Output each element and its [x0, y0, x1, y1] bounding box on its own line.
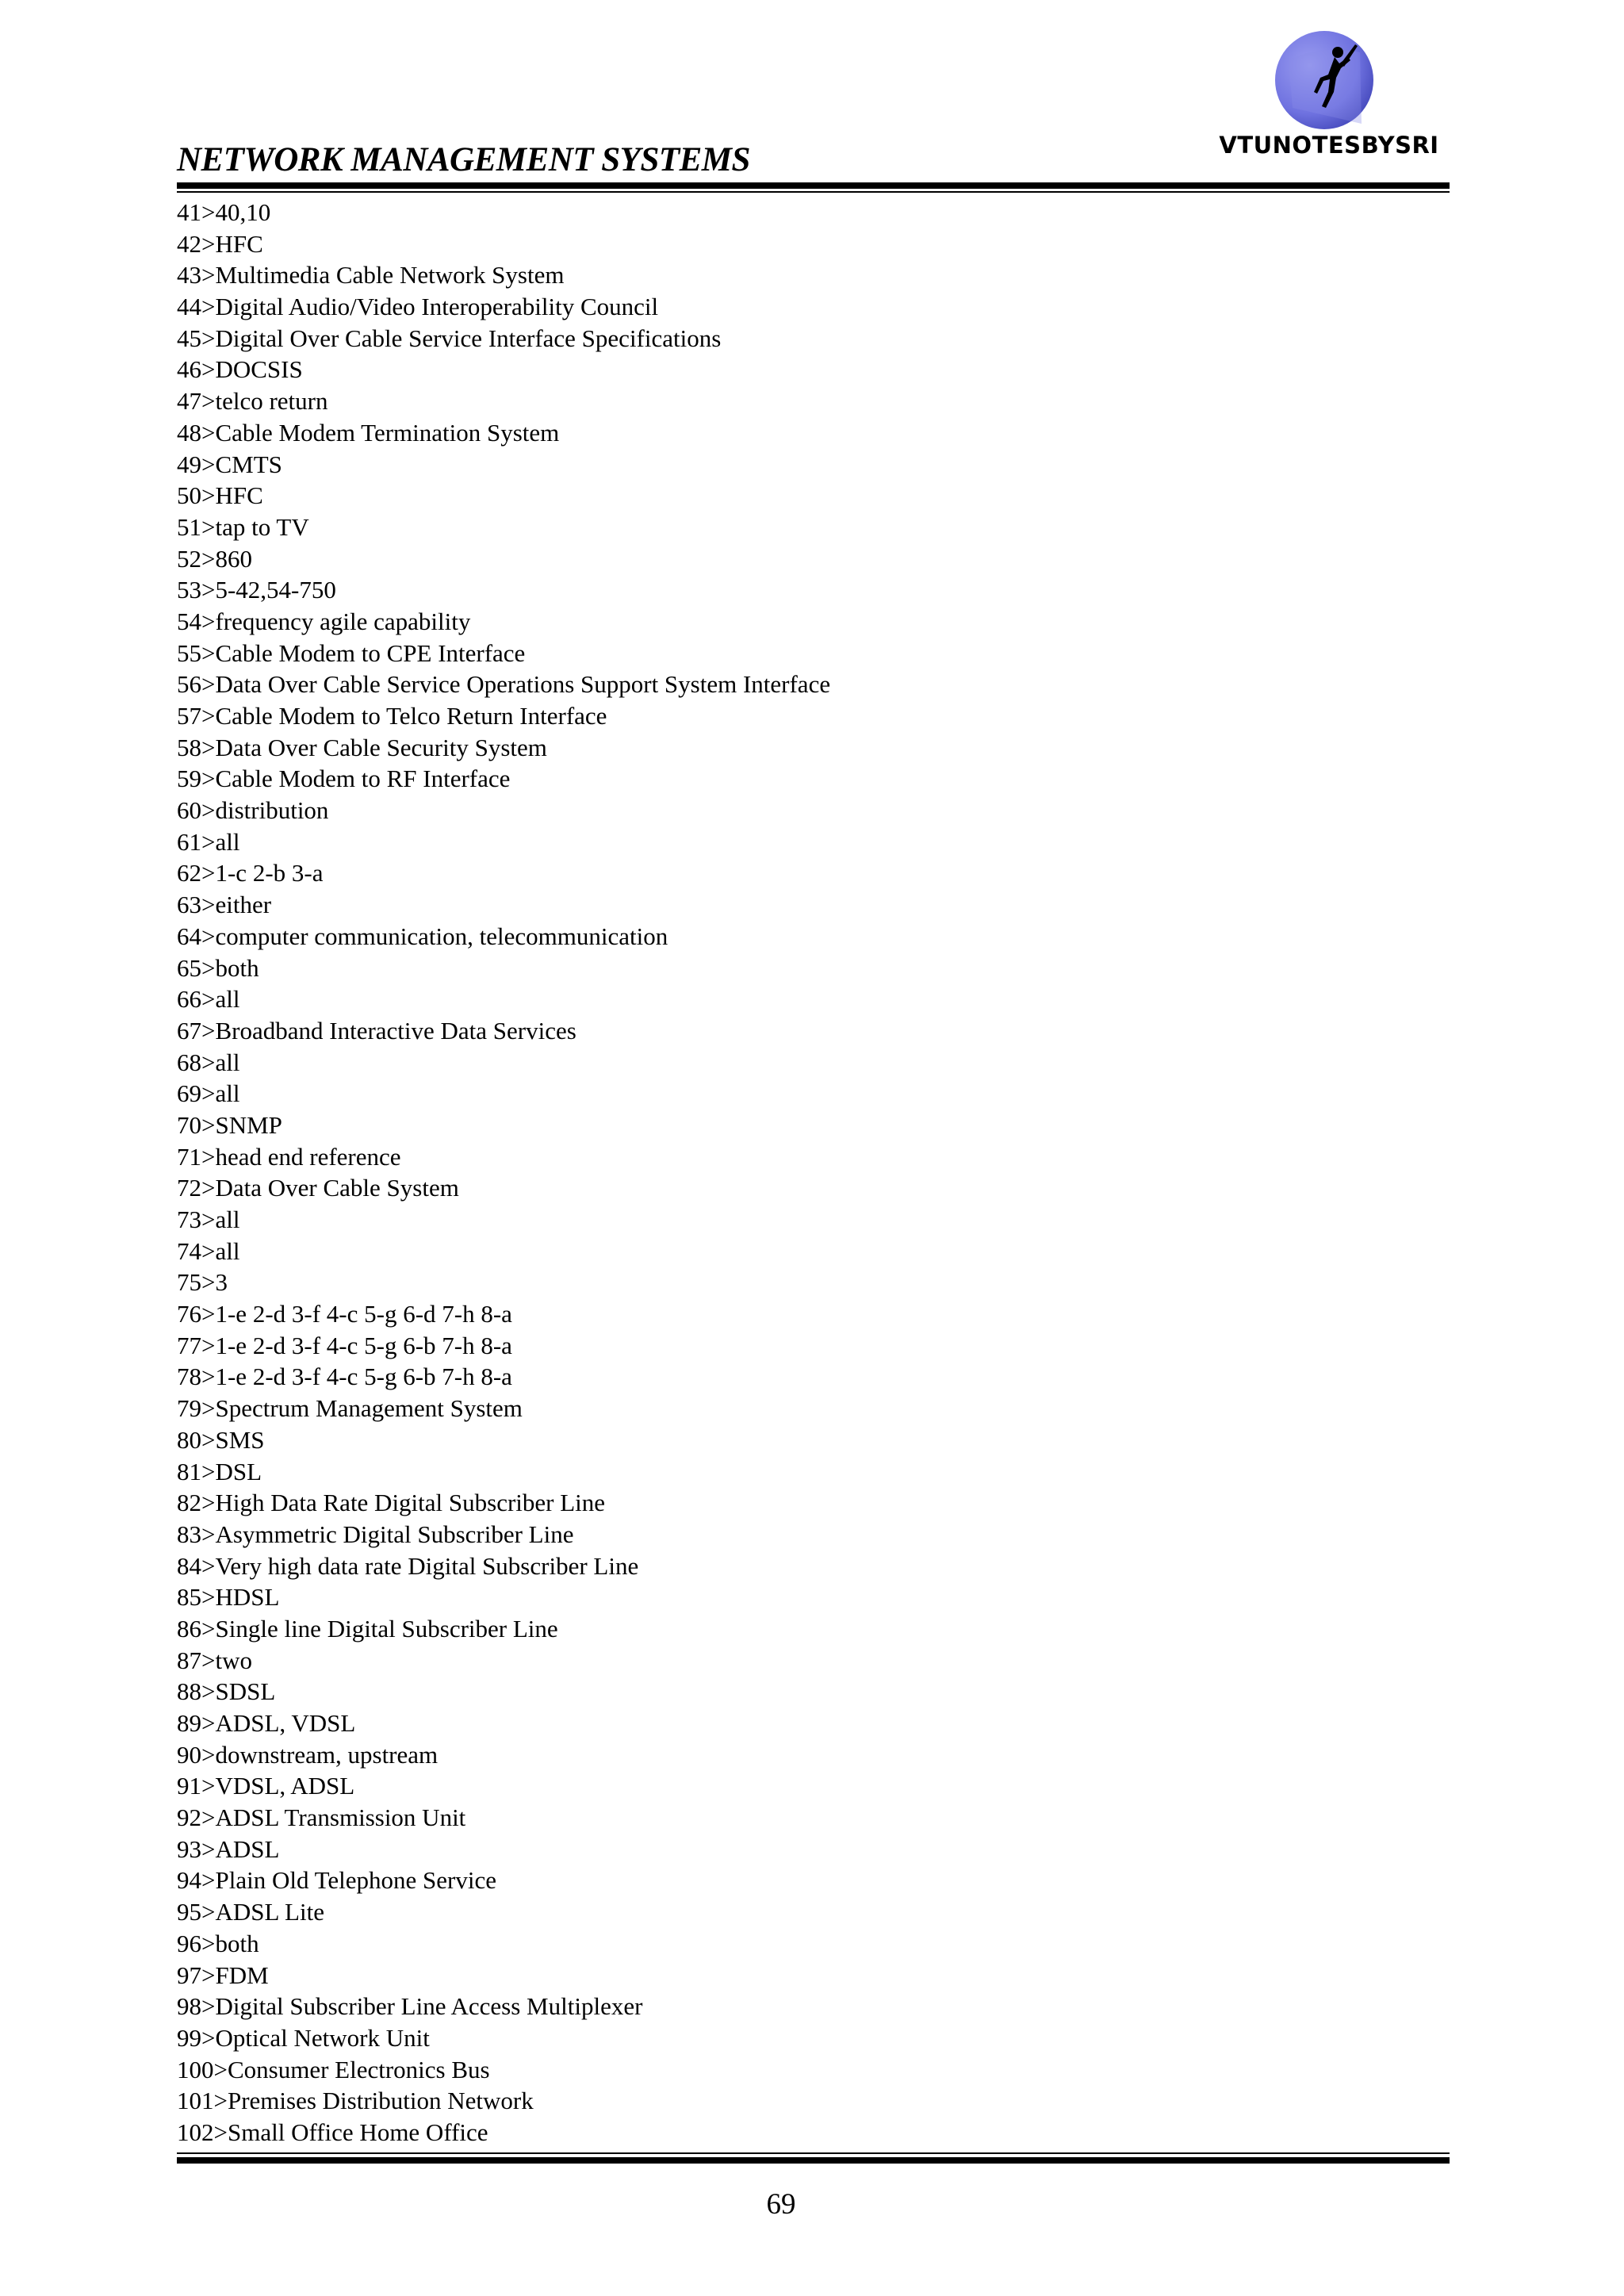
answer-item: 62>1-c 2-b 3-a — [177, 859, 324, 887]
answer-item: 47>telco return — [177, 387, 328, 416]
answer-item: 80>SMS — [177, 1425, 265, 1454]
footer-rule-thick — [177, 2157, 1450, 2164]
answer-item: 60>distribution — [177, 796, 329, 825]
answer-item: 75>3 — [177, 1268, 228, 1297]
answer-item: 86>Single line Digital Subscriber Line — [177, 1614, 558, 1642]
answer-item: 48>Cable Modem Termination System — [177, 418, 560, 447]
answer-item: 70>SNMP — [177, 1110, 282, 1139]
answer-item: 88>SDSL — [177, 1677, 276, 1706]
answer-item: 76>1-e 2-d 3-f 4-c 5-g 6-d 7-h 8-a — [177, 1300, 512, 1328]
answer-item: 58>Data Over Cable Security System — [177, 733, 547, 761]
answer-item: 95>ADSL Lite — [177, 1898, 324, 1926]
answer-item: 101>Premises Distribution Network — [177, 2087, 534, 2115]
header-rule-thick — [177, 182, 1450, 189]
answer-item: 71>head end reference — [177, 1142, 401, 1171]
answer-item: 49>CMTS — [177, 450, 282, 478]
answer-item: 67>Broadband Interactive Data Services — [177, 1016, 576, 1045]
answer-item: 42>HFC — [177, 229, 263, 258]
answer-item: 68>all — [177, 1048, 240, 1076]
answer-item: 102>Small Office Home Office — [177, 2118, 488, 2146]
answer-item: 97>FDM — [177, 1961, 269, 1989]
answer-item: 52>860 — [177, 544, 252, 573]
answer-item: 57>Cable Modem to Telco Return Interface — [177, 702, 607, 730]
answer-item: 41>40,10 — [177, 198, 271, 226]
answer-item: 98>Digital Subscriber Line Access Multiplexer — [177, 1992, 643, 2021]
answer-item: 100>Consumer Electronics Bus — [177, 2055, 490, 2083]
answer-item: 63>either — [177, 891, 272, 919]
footer-rule-thin — [177, 2152, 1450, 2154]
answer-item: 77>1-e 2-d 3-f 4-c 5-g 6-b 7-h 8-a — [177, 1331, 512, 1359]
answer-item: 56>Data Over Cable Service Operations Support System Interface — [177, 670, 831, 699]
answer-item: 59>Cable Modem to RF Interface — [177, 765, 511, 793]
answer-item: 85>HDSL — [177, 1583, 280, 1612]
answer-list — [177, 197, 830, 2148]
answer-item: 72>Data Over Cable System — [177, 1174, 459, 1202]
answer-item: 92>ADSL Transmission Unit — [177, 1803, 466, 1832]
answer-item: 69>all — [177, 1079, 240, 1108]
answer-item: 46>DOCSIS — [177, 355, 303, 384]
answer-item: 84>Very high data rate Digital Subscriber Line — [177, 1551, 639, 1580]
answer-item: 81>DSL — [177, 1457, 262, 1485]
answer-item: 96>both — [177, 1929, 259, 1957]
answer-item: 43>Multimedia Cable Network System — [177, 261, 565, 289]
answer-item: 79>Spectrum Management System — [177, 1394, 523, 1423]
answer-item: 93>ADSL — [177, 1834, 280, 1863]
answer-item: 89>ADSL, VDSL — [177, 1709, 356, 1737]
answer-item: 73>all — [177, 1205, 240, 1233]
page-number: 69 — [766, 2188, 796, 2221]
answer-item: 91>VDSL, ADSL — [177, 1772, 355, 1800]
page-title: NETWORK MANAGEMENT SYSTEMS — [177, 141, 750, 178]
logo-text: VTUNOTESBYSRI — [1219, 132, 1439, 159]
answer-item: 61>all — [177, 827, 240, 856]
answer-item: 78>1-e 2-d 3-f 4-c 5-g 6-b 7-h 8-a — [177, 1363, 512, 1391]
answer-item: 45>Digital Over Cable Service Interface Specifications — [177, 324, 722, 352]
answer-item: 65>both — [177, 953, 259, 982]
answer-item: 74>all — [177, 1236, 240, 1265]
answer-item: 94>Plain Old Telephone Service — [177, 1866, 497, 1895]
answer-item: 90>downstream, upstream — [177, 1740, 439, 1769]
answer-item: 66>all — [177, 985, 240, 1014]
answer-item: 53>5-42,54-750 — [177, 576, 336, 604]
answer-item: 99>Optical Network Unit — [177, 2023, 430, 2052]
climber-logo-icon — [1273, 29, 1376, 132]
answer-item: 82>High Data Rate Digital Subscriber Line — [177, 1489, 606, 1517]
header-rule-thin — [177, 191, 1450, 193]
answer-item: 87>two — [177, 1646, 252, 1674]
logo — [1209, 29, 1447, 163]
answer-item: 44>Digital Audio/Video Interoperability Council — [177, 293, 659, 321]
answer-item: 50>HFC — [177, 481, 263, 510]
answer-item: 54>frequency agile capability — [177, 607, 471, 635]
answer-item: 55>Cable Modem to CPE Interface — [177, 638, 526, 667]
answer-item: 51>tap to TV — [177, 512, 309, 541]
answer-item: 83>Asymmetric Digital Subscriber Line — [177, 1520, 574, 1548]
answer-item: 64>computer communication, telecommunication — [177, 922, 668, 950]
